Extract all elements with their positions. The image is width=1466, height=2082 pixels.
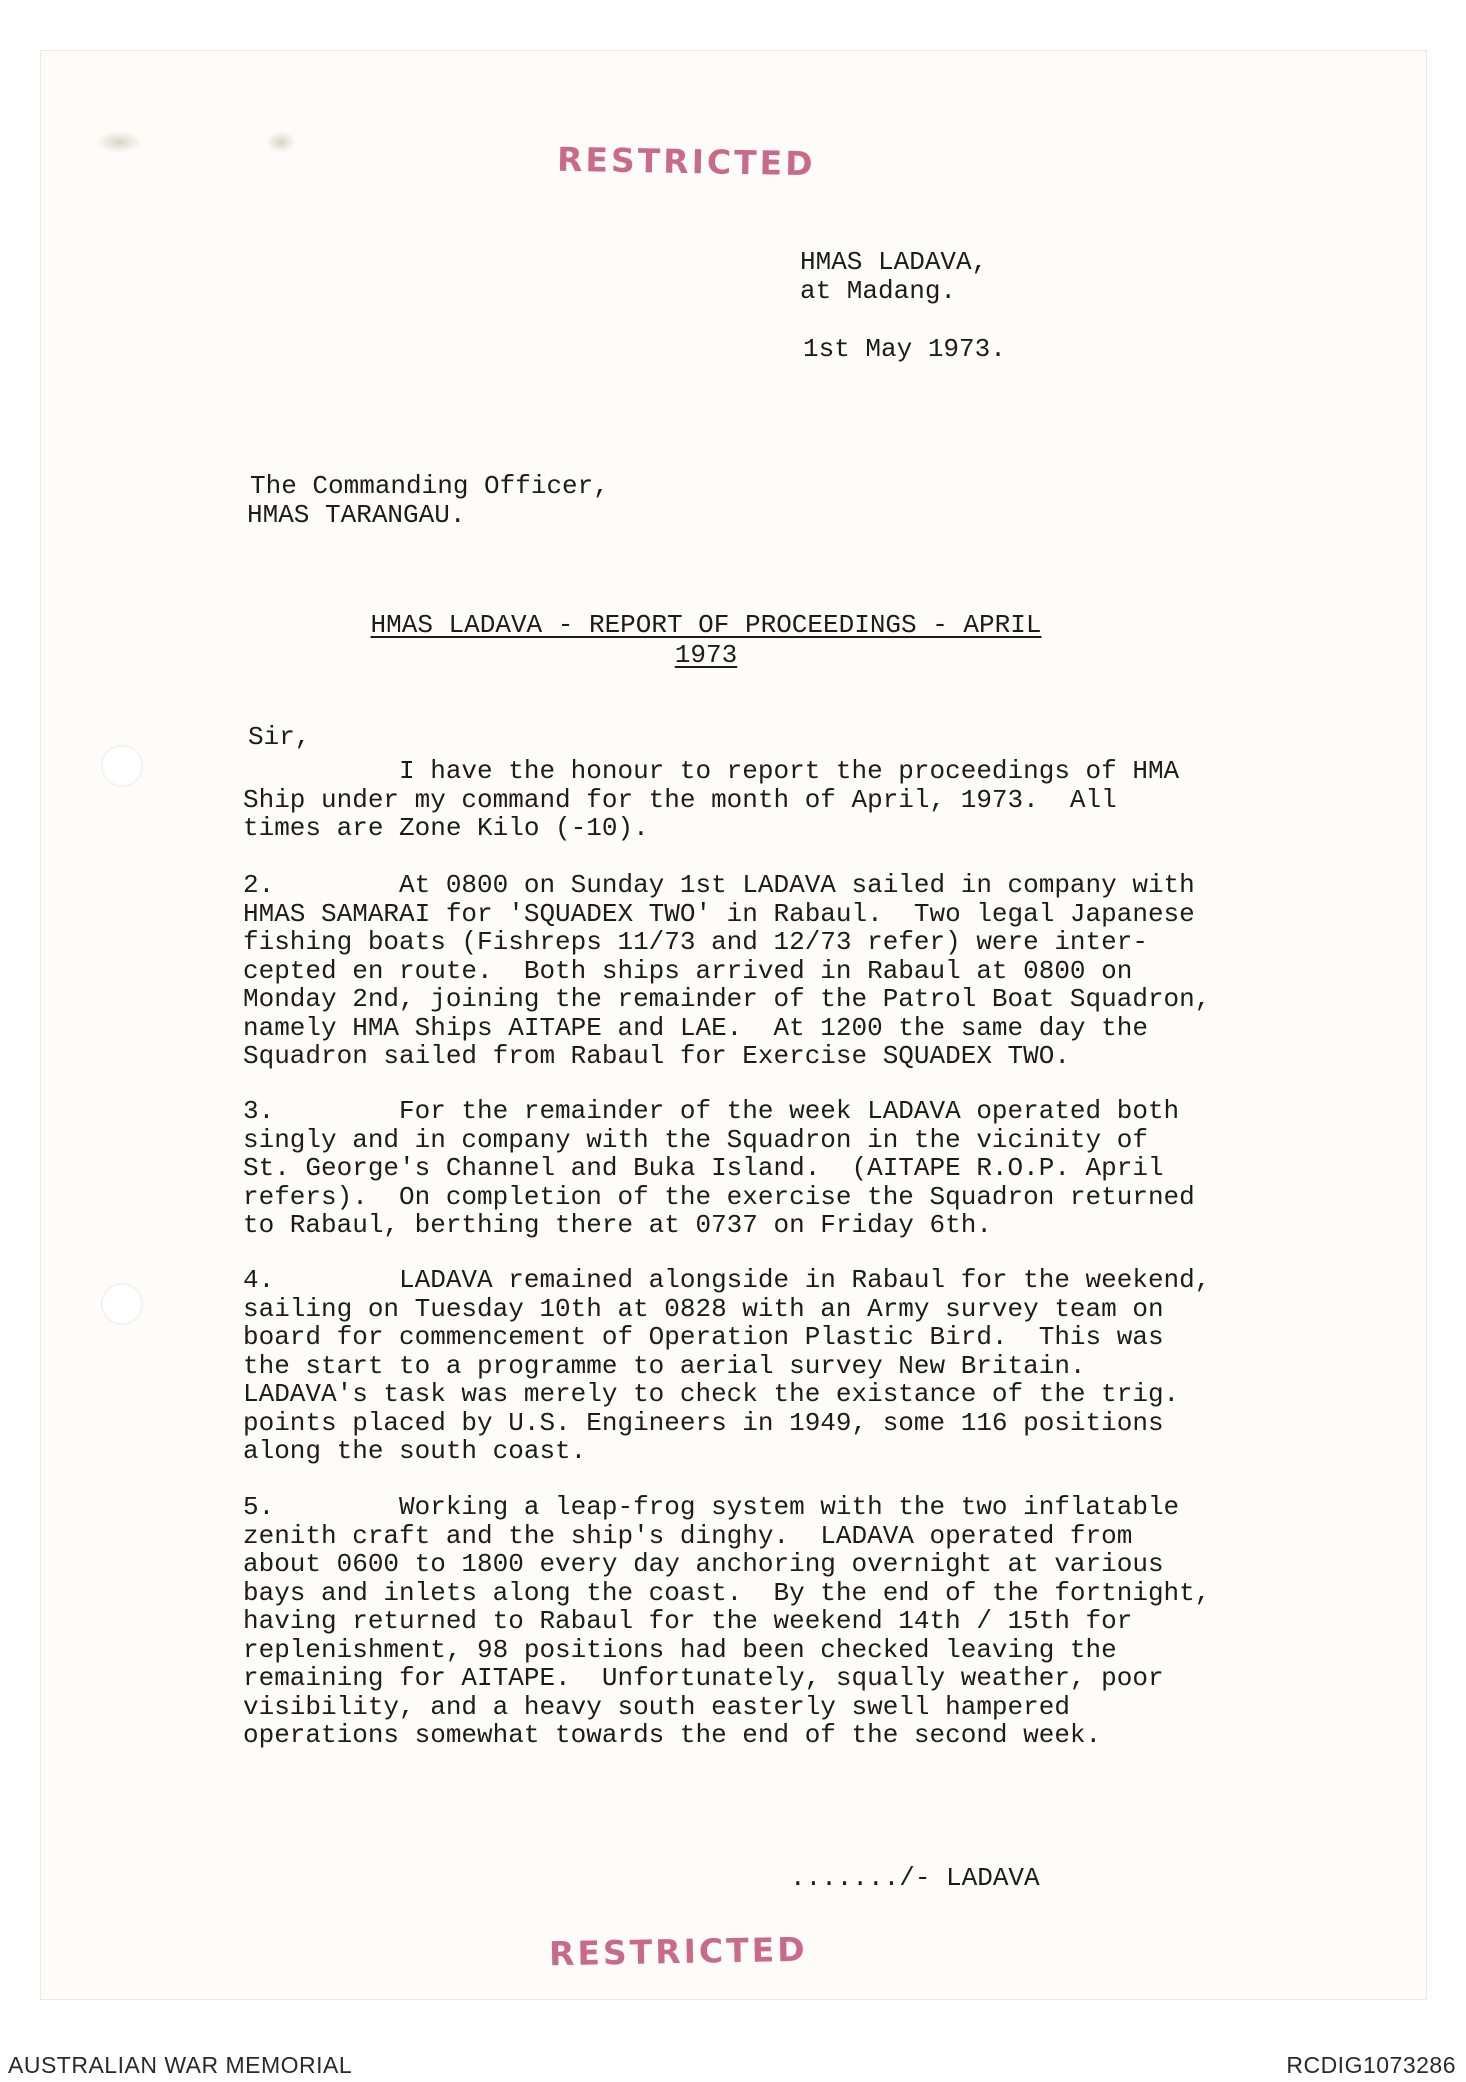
text-line: refers). On completion of the exercise the Squadron returned (243, 1181, 1195, 1212)
text-line: Ship under my command for the month of April, 1973. All (243, 784, 1117, 815)
text-line: zenith craft and the ship's dinghy. LADAVA operated from (243, 1520, 1133, 1551)
sender-location: at Madang. (800, 276, 957, 306)
paragraph-5 (243, 1493, 1283, 1750)
text-line: along the south coast. (243, 1436, 587, 1466)
text-line: sailing on Tuesday 10th at 0828 with an Army survey team on (243, 1293, 1164, 1324)
text-line: 2. At 0800 on Sunday 1st LADAVA sailed in company with (243, 870, 1195, 900)
punch-hole (101, 745, 143, 787)
restricted-stamp-bottom: RESTRICTED (548, 1929, 808, 1974)
report-heading (346, 610, 1066, 670)
text-line: Squadron sailed from Rabaul for Exercise SQUADEX TWO. (243, 1041, 1070, 1071)
text-line: board for commencement of Operation Plastic Bird. This was (243, 1322, 1164, 1352)
paper-smudge (96, 131, 142, 153)
text-line: 5. Working a leap-frog system with the two inflatable (243, 1492, 1180, 1522)
text-line: the start to a programme to aerial survey New Britain. (243, 1350, 1086, 1381)
addressee-ship: HMAS TARANGAU. (247, 500, 466, 530)
text-line: I have the honour to report the proceedings of HMA (243, 756, 1180, 786)
text-line: points placed by U.S. Engineers in 1949, some 116 positions (243, 1407, 1164, 1438)
text-line: to Rabaul, berthing there at 0737 on Friday 6th. (243, 1210, 992, 1240)
text-line: singly and in company with the Squadron in the vicinity of (243, 1124, 1148, 1155)
text-line: operations somewhat towards the end of the second week. (243, 1720, 1102, 1750)
text-line: remaining for AITAPE. Unfortunately, squally weather, poor (243, 1663, 1164, 1693)
paragraph-1 (243, 757, 1283, 843)
restricted-stamp-top: RESTRICTED (556, 139, 816, 184)
text-line: Monday 2nd, joining the remainder of the Patrol Boat Squadron, (243, 984, 1211, 1014)
paper-smudge (266, 131, 296, 153)
text-line: 3. For the remainder of the week LADAVA operated both (243, 1096, 1180, 1126)
footer-archive-name: AUSTRALIAN WAR MEMORIAL (8, 2052, 353, 2078)
footer-record-id: RCDIG1073286 (1286, 2052, 1456, 2078)
text-line: cepted en route. Both ships arrived in Rabaul at 0800 on (243, 955, 1133, 986)
continuation-marker: ......./- LADAVA (790, 1863, 1040, 1893)
sender-ship: HMAS LADAVA, (800, 247, 988, 277)
heading-line-1: HMAS LADAVA - REPORT OF PROCEEDINGS - APRIL (370, 610, 1042, 640)
letter-date: 1st May 1973. (803, 334, 1006, 364)
paragraph-2 (243, 871, 1283, 1071)
text-line: HMAS SAMARAI for 'SQUADEX TWO' in Rabaul. Two legal Japanese (243, 898, 1195, 929)
heading-line-2: 1973 (674, 640, 738, 670)
text-line: replenishment, 98 positions had been checked leaving the (243, 1634, 1117, 1665)
paragraph-4 (243, 1266, 1283, 1466)
addressee-title: The Commanding Officer, (250, 471, 609, 501)
text-line: having returned to Rabaul for the weekend 14th / 15th for (243, 1606, 1133, 1636)
text-line: namely HMA Ships AITAPE and LAE. At 1200 the same day the (243, 1012, 1148, 1043)
text-line: LADAVA's task was merely to check the existance of the trig. (243, 1379, 1180, 1409)
text-line: times are Zone Kilo (-10). (243, 813, 649, 843)
text-line: bays and inlets along the coast. By the end of the fortnight, (243, 1577, 1211, 1608)
text-line: St. George's Channel and Buka Island. (AITAPE R.O.P. April (243, 1153, 1164, 1183)
salutation: Sir, (248, 722, 311, 752)
text-line: about 0600 to 1800 every day anchoring overnight at various (243, 1549, 1164, 1579)
text-line: visibility, and a heavy south easterly swell hampered (243, 1691, 1070, 1722)
punch-hole (101, 1283, 143, 1325)
text-line: fishing boats (Fishreps 11/73 and 12/73 refer) were inter- (243, 927, 1148, 957)
paragraph-3 (243, 1097, 1283, 1240)
text-line: 4. LADAVA remained alongside in Rabaul for the weekend, (243, 1265, 1211, 1295)
